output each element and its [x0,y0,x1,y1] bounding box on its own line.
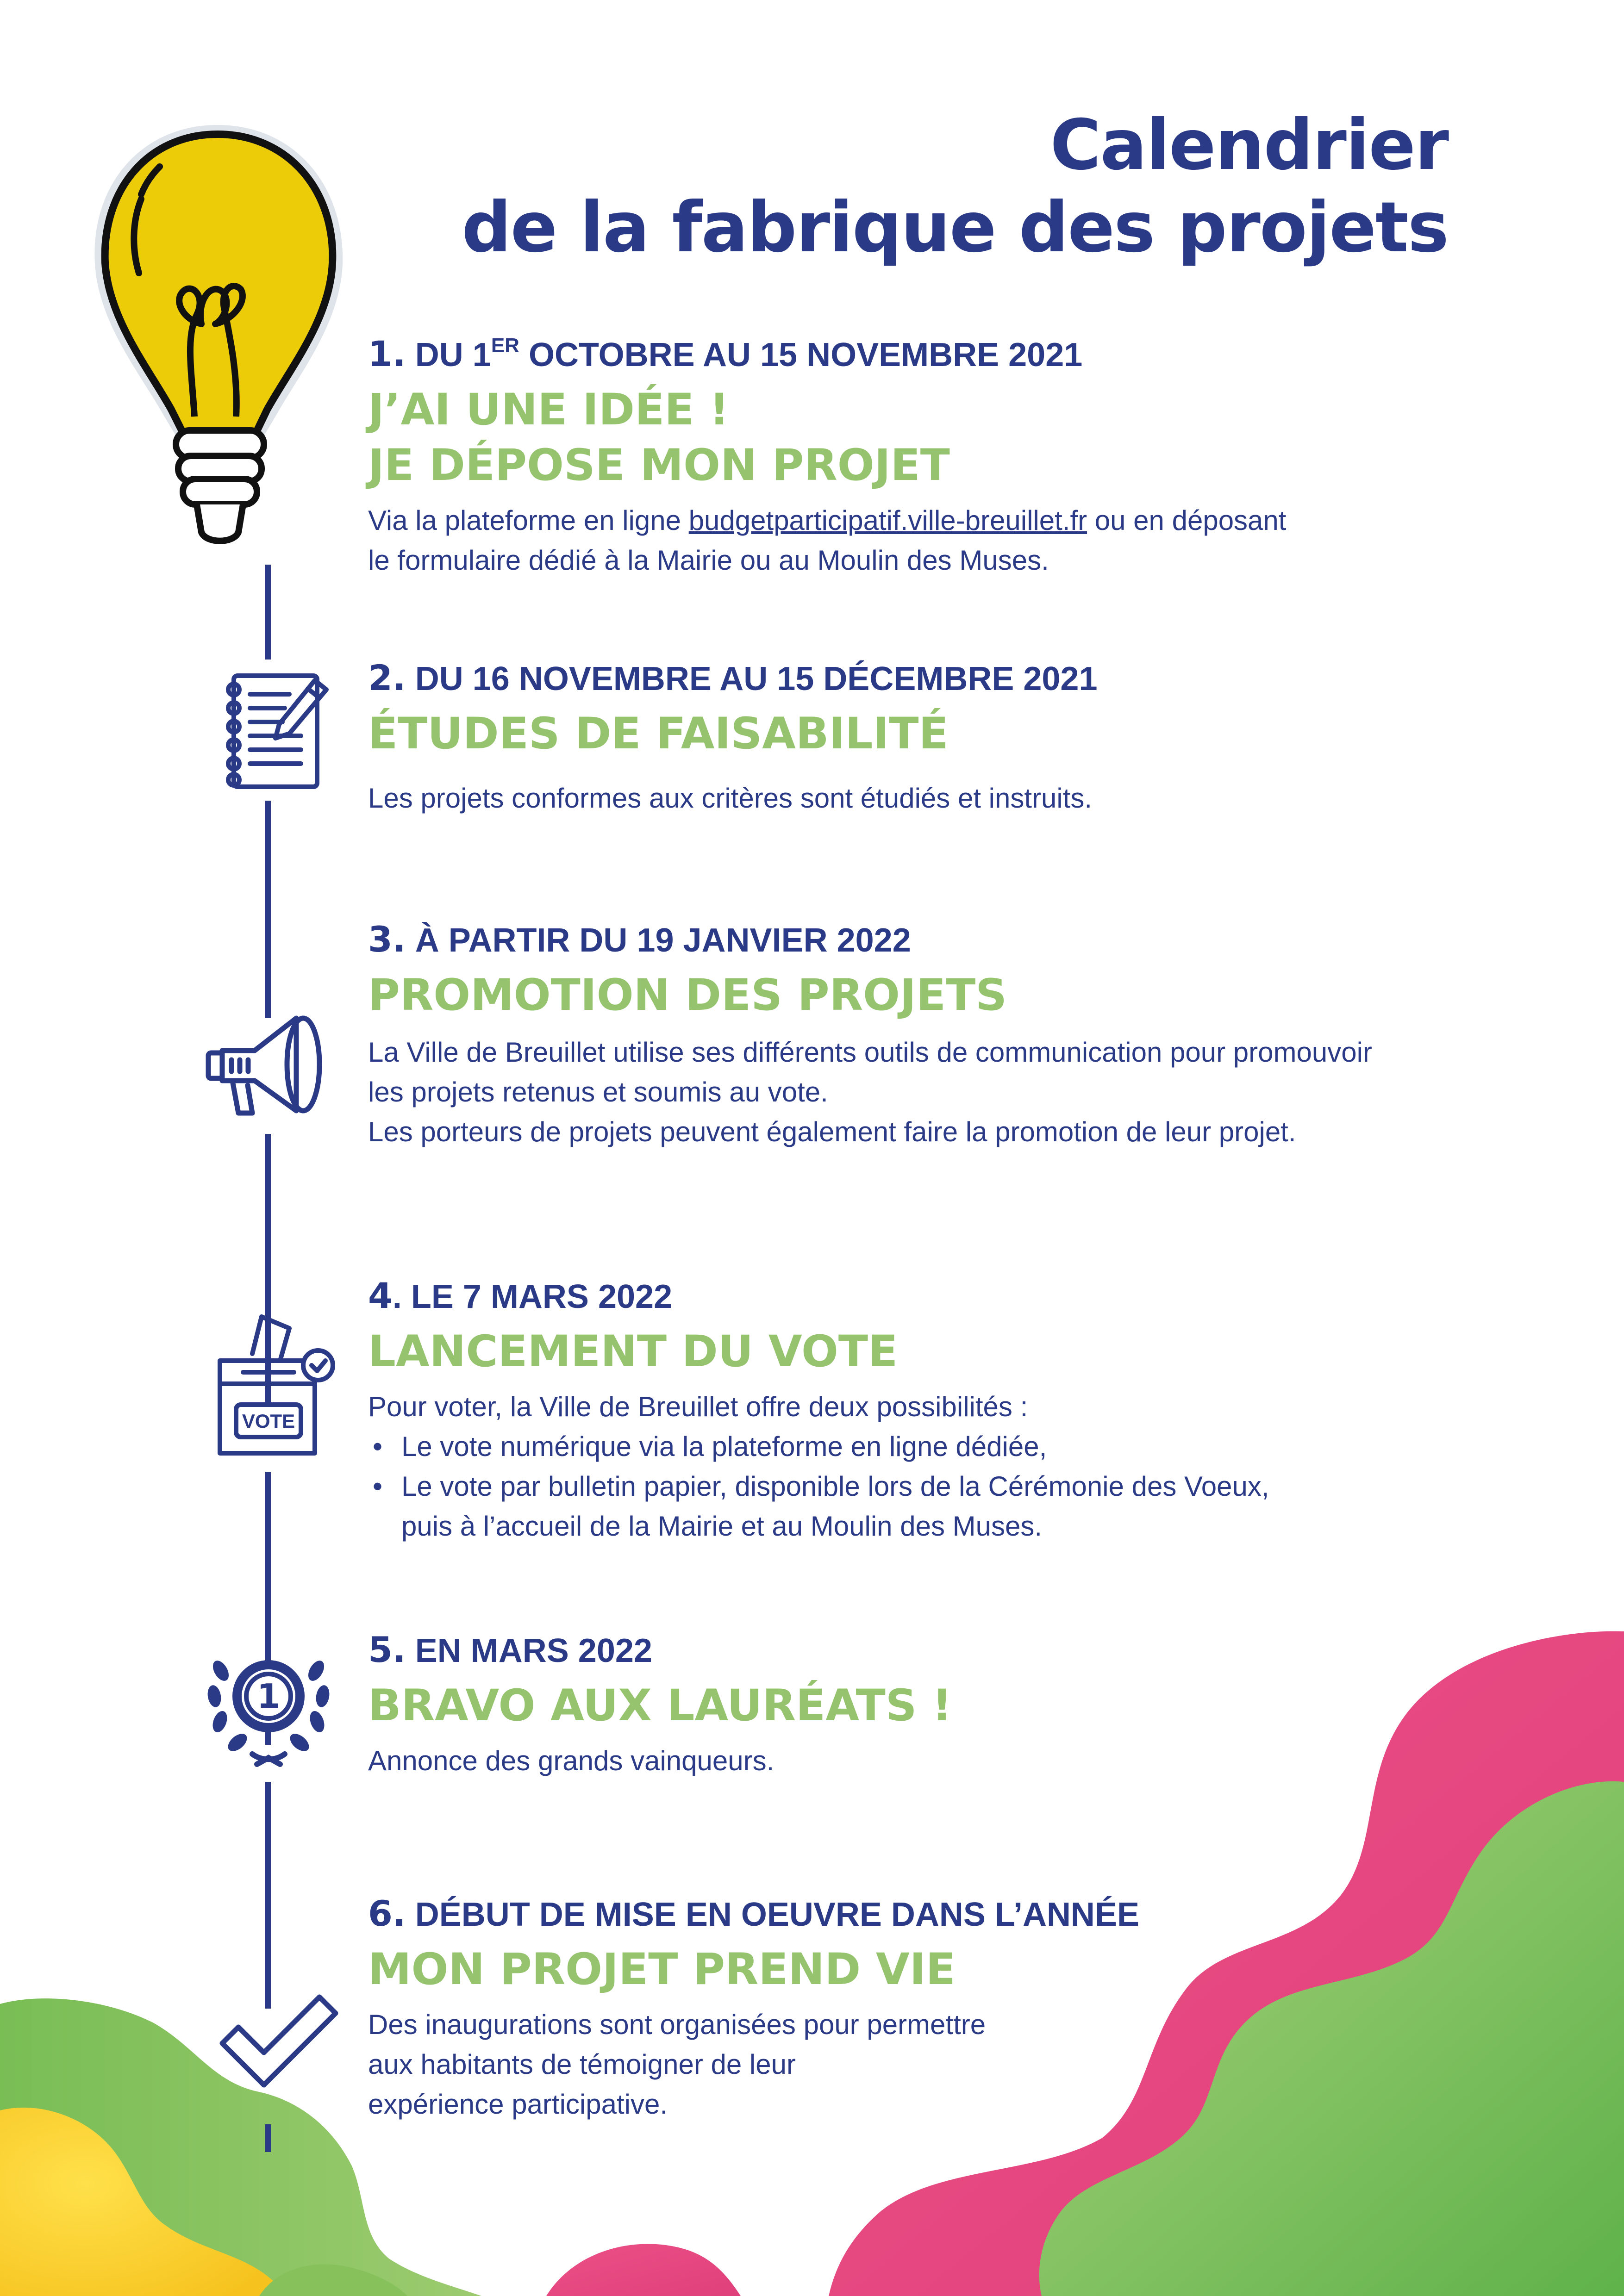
step-6-heading: MON PROJET PREND VIE [368,1944,956,1995]
step-1-heading-line2: JE DÉPOSE MON PROJET [368,440,950,491]
ballot-vote-label: VOTE [242,1410,295,1432]
step-1-body: Via la plateforme en ligne budgetparticipatif.ville-breuillet.fr ou en déposant le formulaire dédié à la Mairie ou au Moulin des Muses. [368,505,1287,576]
step-2-date: 2. DU 16 NOVEMBRE AU 15 DÉCEMBRE 2021 [368,657,1098,698]
step-3-date: 3. À PARTIR DU 19 JANVIER 2022 [368,919,911,960]
page-title-line1: Calendrier [1050,105,1448,186]
laurel-medal-icon [201,1643,336,1777]
pink-blob-bottom [546,2244,741,2296]
step-1-heading-line1: J’AI UNE IDÉE ! [368,385,730,435]
step-6-body: Des inaugurations sont organisées pour permettre aux habitants de témoigner de leur expérience participative. [368,2009,986,2120]
checkmark-icon [215,1990,345,2092]
page-title [462,104,1448,269]
megaphone-icon [204,1007,329,1127]
platform-link[interactable]: budgetparticipatif.ville-breuillet.fr [688,505,1087,536]
step-1 [368,333,1479,580]
step-3-heading: PROMOTION DES PROJETS [368,970,1007,1020]
list-item-continued: puis à l’accueil de la Mairie et au Moulin des Muses. [401,1511,1043,1542]
lightbulb-icon [86,116,350,560]
step-4-date: 4. LE 7 MARS 2022 [368,1275,673,1316]
step-6 [368,1893,1479,2124]
step-3 [368,919,1479,1152]
step-4 [368,1275,1479,1546]
step-6-date: 6. DÉBUT DE MISE EN OEUVRE DANS L’ANNÉE [368,1893,1139,1934]
step-1-date: 1. DU 1ER OCTOBRE AU 15 NOVEMBRE 2021 [368,333,1083,374]
step-2-heading: ÉTUDES DE FAISABILITÉ [368,709,949,759]
step-5-date: 5. EN MARS 2022 [368,1629,652,1670]
list-item: • Le vote par bulletin papier, disponible lors de la Cérémonie des Voeux, [368,1467,1479,1506]
vote-options-list [368,1427,1479,1546]
step-3-body: La Ville de Breuillet utilise ses différents outils de communication pour promouvoir les projets retenus et soumis au vote. Les porteurs de projets peuvent également faire la promotion de leur projet. [368,1037,1372,1147]
list-item: • Le vote numérique via la plateforme en ligne dédiée, [368,1427,1479,1467]
step-5 [368,1629,1479,1781]
step-2 [368,657,1479,818]
step-4-body: Pour voter, la Ville de Breuillet offre deux possibilités : • Le vote numérique via la plateforme en ligne dédiée, • Le vote par bulletin papier, disponible lors de la Cérémonie des Voeux, puis à l’accueil de la Mairie et au Moulin des Muses. [368,1387,1479,1546]
step-2-body: Les projets conformes aux critères sont étudiés et instruits. [368,783,1093,814]
step-5-heading: BRAVO AUX LAURÉATS ! [368,1680,952,1731]
page-title-line2: de la fabrique des projets [462,187,1448,268]
notebook-pen-icon [220,669,336,794]
medal-rank-label: 1 [256,1677,281,1716]
ballot-box-icon [215,1310,343,1460]
step-5-body: Annonce des grands vainqueurs. [368,1745,775,1776]
step-4-heading: LANCEMENT DU VOTE [368,1326,898,1377]
